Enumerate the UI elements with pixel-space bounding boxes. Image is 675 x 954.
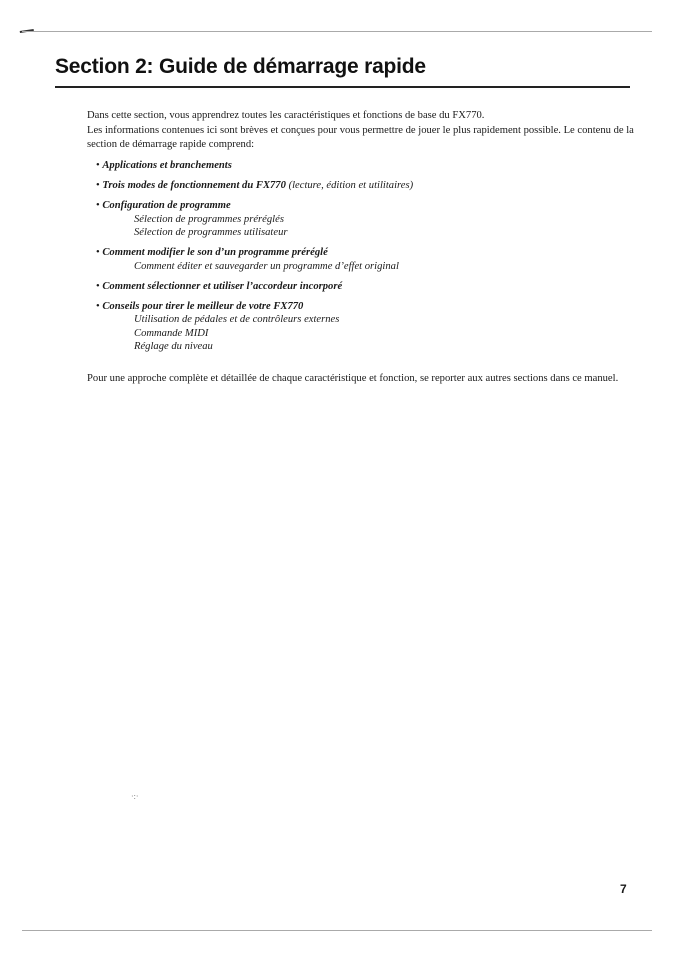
- top-border-line: [22, 31, 652, 32]
- bullet-icon: •: [96, 247, 103, 258]
- intro-paragraph: [87, 109, 635, 153]
- topic-aside: (lecture, édition et utilitaires): [288, 180, 414, 191]
- topic-item: [96, 246, 636, 273]
- topic-subitem: Sélection de programmes préréglés: [134, 213, 284, 225]
- topic-item: [96, 280, 636, 294]
- bullet-icon: •: [96, 280, 103, 292]
- bullet-icon: •: [96, 180, 103, 191]
- scan-speck: ·:·: [131, 792, 139, 801]
- topic-title: Trois modes de fonctionnement du FX770: [102, 180, 286, 191]
- topic-title: Applications et branchements: [102, 160, 232, 171]
- section-title: Section 2: Guide de démarrage rapide: [55, 55, 426, 78]
- intro-line: Les informations contenues ici sont brèves et conçues pour vous permettre de jouer le plus rapidement possible. Le contenu de la section de démarrage rapide comprend:: [87, 124, 634, 150]
- bullet-icon: •: [96, 300, 103, 312]
- page-number: 7: [620, 882, 627, 896]
- bottom-border-line: [22, 930, 652, 931]
- topic-item: [96, 159, 636, 173]
- topic-title: Comment sélectionner et utiliser l’accordeur incorporé: [102, 280, 343, 292]
- closing-paragraph: Pour une approche complète et détaillée de chaque caractéristique et fonction, se reporter aux autres sections dans ce manuel.: [87, 373, 619, 384]
- topic-subitem: Utilisation de pédales et de contrôleurs externes: [134, 314, 340, 325]
- bullet-icon: •: [96, 160, 103, 171]
- intro-line: Dans cette section, vous apprendrez toutes les caractéristiques et fonctions de base du FX770.: [87, 110, 485, 121]
- topic-title: Comment modifier le son d’un programme préréglé: [102, 247, 328, 258]
- title-underline: [55, 86, 630, 88]
- topic-title: Conseils pour tirer le meilleur de votre FX770: [102, 300, 304, 312]
- topic-subitem: Sélection de programmes utilisateur: [134, 227, 288, 238]
- topic-item: [96, 199, 636, 240]
- topic-subitem: Comment éditer et sauvegarder un programme d’effet original: [134, 260, 399, 272]
- topic-title: Configuration de programme: [102, 200, 231, 211]
- topic-item: [96, 179, 636, 193]
- topics-list: [96, 159, 636, 360]
- topic-subitem: Réglage du niveau: [134, 341, 213, 352]
- topic-subitem: Commande MIDI: [134, 327, 209, 339]
- bullet-icon: •: [96, 200, 103, 211]
- topic-item: [96, 300, 636, 354]
